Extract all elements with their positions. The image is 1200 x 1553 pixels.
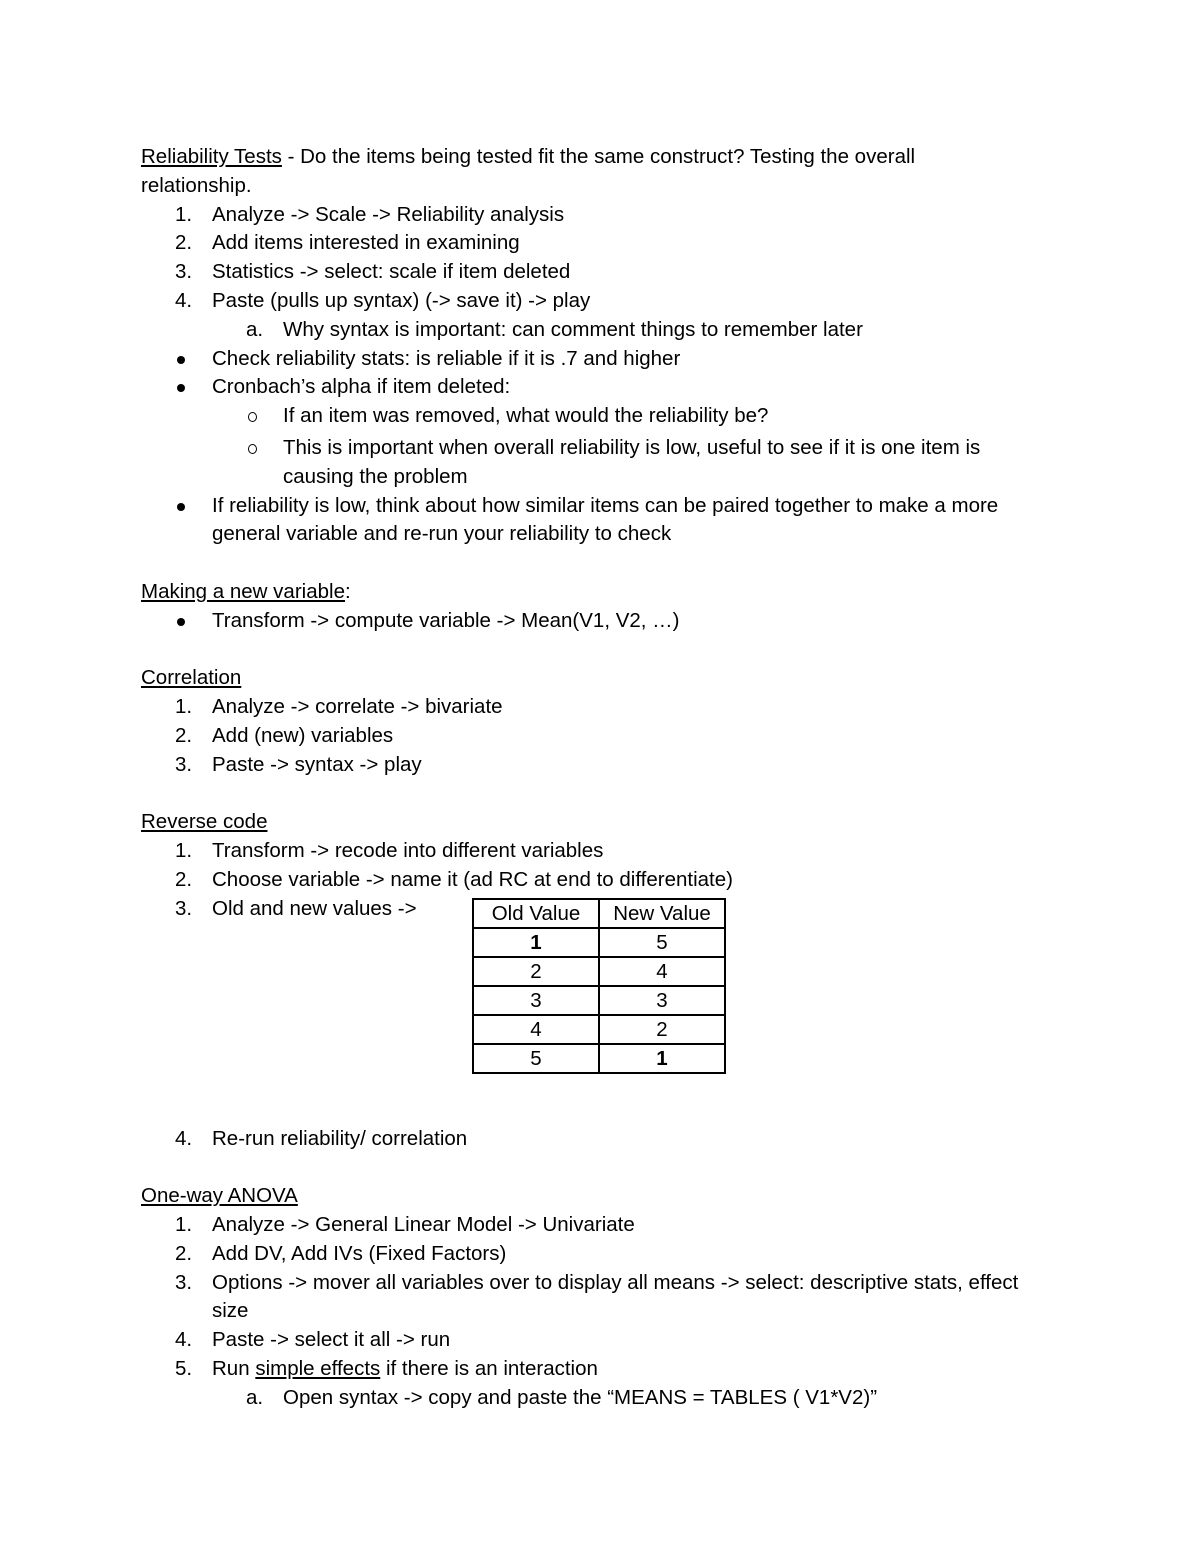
bullet-icon bbox=[177, 618, 185, 626]
list-item-cont: size bbox=[212, 1299, 249, 1323]
recode-table bbox=[472, 898, 726, 1074]
document-body bbox=[141, 143, 1066, 1412]
sub-list-item: a. Why syntax is important: can comment things to remember later bbox=[246, 317, 863, 341]
table-cell: 4 bbox=[473, 1015, 599, 1044]
list-item: 1. Analyze -> correlate -> bivariate bbox=[175, 695, 503, 719]
table-cell: 3 bbox=[599, 986, 725, 1015]
list-item: 2. Add DV, Add IVs (Fixed Factors) bbox=[175, 1241, 507, 1265]
list-item: 1. Analyze -> General Linear Model -> Univariate bbox=[175, 1212, 635, 1236]
list-item: 2. Add (new) variables bbox=[175, 723, 394, 747]
section-heading-correlation: Correlation bbox=[141, 666, 242, 690]
bullet-icon bbox=[177, 356, 185, 364]
table-row bbox=[473, 1044, 725, 1073]
list-item: 4. Re-run reliability/ correlation bbox=[175, 1126, 468, 1150]
list-item: 3. Options -> mover all variables over to display all means -> select: descriptive stats, effect bbox=[175, 1270, 1019, 1294]
table-header-cell: New Value bbox=[599, 899, 725, 928]
table-header-cell: Old Value bbox=[473, 899, 599, 928]
list-item: 5. Run simple effects if there is an interaction bbox=[175, 1356, 598, 1380]
section-heading-reverse-code: Reverse code bbox=[141, 810, 268, 834]
table-cell: 5 bbox=[599, 928, 725, 957]
table-cell: 5 bbox=[473, 1044, 599, 1073]
list-item: 1. Analyze -> Scale -> Reliability analysis bbox=[175, 202, 565, 226]
bullet-icon bbox=[177, 503, 185, 511]
bullet-item: Cronbach’s alpha if item deleted: bbox=[141, 373, 1066, 402]
sub-list-item: a. Open syntax -> copy and paste the “MEANS = TABLES ( V1*V2)” bbox=[246, 1385, 878, 1409]
table-cell: 3 bbox=[473, 986, 599, 1015]
anova-heading-line bbox=[141, 1182, 1066, 1211]
section-heading-anova: One-way ANOVA bbox=[141, 1184, 298, 1208]
list-item: 2. Choose variable -> name it (ad RC at end to differentiate) bbox=[175, 867, 733, 891]
table-row bbox=[473, 957, 725, 986]
circle-bullet-icon bbox=[248, 444, 257, 454]
reliability-intro-text: - Do the items being tested fit the same construct? Testing the overall bbox=[281, 145, 916, 168]
table-cell: 2 bbox=[599, 1015, 725, 1044]
table-row bbox=[473, 1015, 725, 1044]
bullet-item: Check reliability stats: is reliable if it is .7 and higher bbox=[141, 345, 1066, 374]
circle-bullet-item-cont: causing the problem bbox=[283, 464, 468, 488]
table-cell: 1 bbox=[473, 928, 599, 957]
table-cell: 1 bbox=[599, 1044, 725, 1073]
correlation-heading-line bbox=[141, 664, 1066, 693]
table-cell: 4 bbox=[599, 957, 725, 986]
circle-bullet-item: This is important when overall reliability is low, useful to see if it is one item is bbox=[141, 434, 1066, 463]
table-header-row bbox=[473, 899, 725, 928]
simple-effects-text: simple effects bbox=[255, 1356, 381, 1380]
circle-bullet-icon bbox=[248, 412, 257, 422]
section-heading-reliability: Reliability Tests bbox=[141, 145, 282, 168]
bullet-item: Transform -> compute variable -> Mean(V1, V2, …) bbox=[141, 607, 1066, 636]
table-cell: 2 bbox=[473, 957, 599, 986]
bullet-item: If reliability is low, think about how similar items can be paired together to make a more bbox=[141, 492, 1066, 521]
list-item: 4. Paste -> select it all -> run bbox=[175, 1328, 451, 1352]
list-item: 1. Transform -> recode into different variables bbox=[175, 839, 604, 863]
list-item: 4. Paste (pulls up syntax) (-> save it) -> play bbox=[175, 288, 591, 312]
reverse-code-heading-line bbox=[141, 808, 1066, 837]
bullet-icon bbox=[177, 384, 185, 392]
table-row bbox=[473, 928, 725, 957]
list-item: 2. Add items interested in examining bbox=[175, 231, 520, 255]
bullet-item-cont: general variable and re-run your reliability to check bbox=[212, 522, 672, 546]
list-item: 3. Paste -> syntax -> play bbox=[175, 752, 422, 776]
reliability-intro-cont: relationship. bbox=[141, 173, 252, 197]
section-heading-new-variable: Making a new variable bbox=[141, 579, 345, 603]
list-item: 3. Old and new values -> bbox=[175, 896, 417, 920]
table-row bbox=[473, 986, 725, 1015]
new-variable-heading-line: Making a new variable: bbox=[141, 579, 351, 603]
circle-bullet-item: If an item was removed, what would the reliability be? bbox=[141, 402, 1066, 431]
reliability-intro bbox=[141, 143, 1066, 172]
list-item: 3. Statistics -> select: scale if item deleted bbox=[175, 260, 571, 284]
